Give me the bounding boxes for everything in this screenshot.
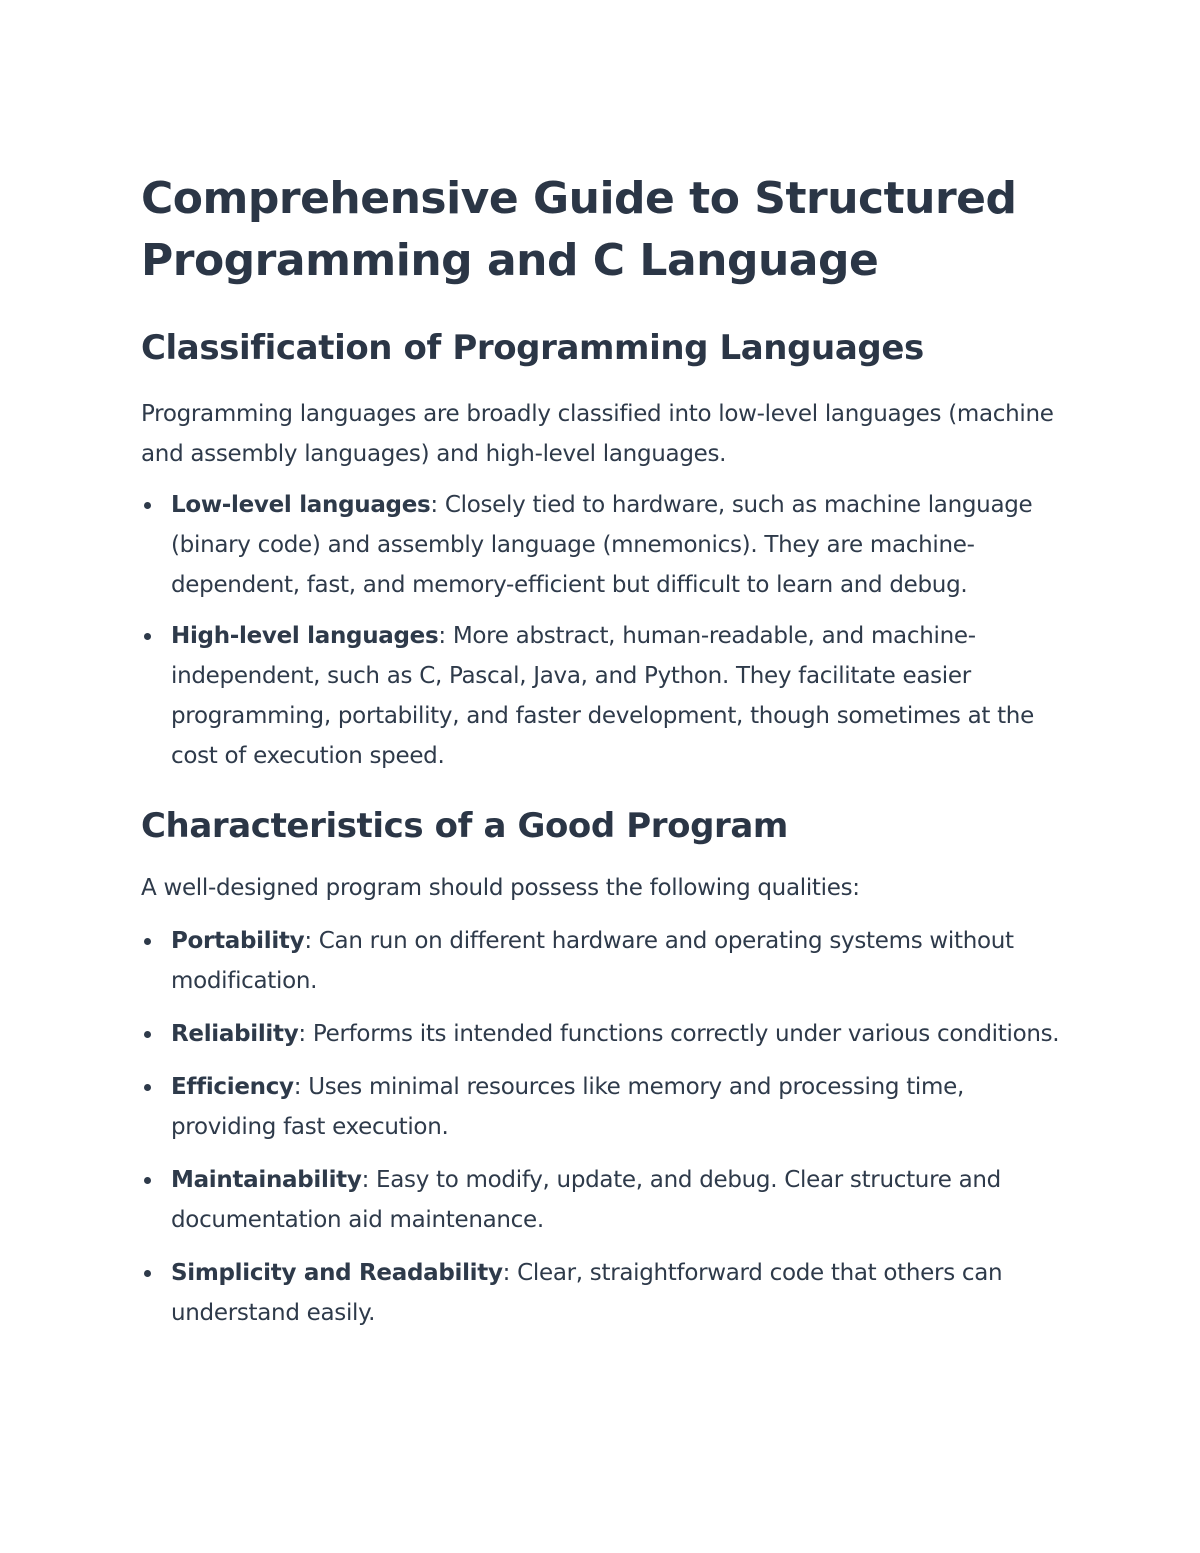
list-item (141, 1067, 1061, 1147)
list-item (141, 1253, 1061, 1333)
list-item-term: High-level languages (171, 623, 439, 649)
list-item-text: : Easy to modify, update, and debug. Clear structure and documentation aid maintenance. (171, 1167, 1001, 1233)
list-item (141, 921, 1061, 1001)
document-title: Comprehensive Guide to Structured Programming and C Language (141, 173, 1017, 286)
list-item (141, 485, 1061, 605)
list-item (141, 616, 1061, 776)
list-item-text: : Can run on different hardware and operating systems without modification. (171, 928, 1014, 994)
section-heading-characteristics: Characteristics of a Good Program (141, 806, 788, 846)
list-item-term: Portability (171, 928, 305, 954)
list-item-text: : Uses minimal resources like memory and processing time, providing fast execution. (171, 1074, 964, 1140)
list-item-term: Maintainability (171, 1167, 362, 1193)
section-heading-classification: Classification of Programming Languages (141, 328, 924, 368)
list-item-text: : Clear, straightforward code that others can understand easily. (171, 1260, 1003, 1326)
list-item (141, 1014, 1061, 1054)
list-item-text: : Performs its intended functions correctly under various conditions. (298, 1021, 1060, 1047)
list-item-term: Efficiency (171, 1074, 294, 1100)
characteristics-list (141, 921, 1061, 1333)
list-item-term: Simplicity and Readability (171, 1260, 503, 1286)
list-item-text: : More abstract, human-readable, and machine-independent, such as C, Pascal, Java, and Python. They facilitate easier programming, portability, and faster development, though sometimes at the cost of execution speed. (171, 623, 1034, 769)
list-item-term: Reliability (171, 1021, 299, 1047)
document-page (141, 168, 1061, 1346)
list-item-text: : Closely tied to hardware, such as machine language (binary code) and assembly language (mnemonics). They are machine-dependent, fast, and memory-efficient but difficult to learn and debug. (171, 492, 1033, 598)
section-intro-classification: Programming languages are broadly classified into low-level languages (machine and assembly languages) and high-level languages. (141, 401, 1054, 467)
section-intro-characteristics: A well-designed program should possess the following qualities: (141, 875, 860, 901)
list-item-term: Low-level languages (171, 492, 431, 518)
classification-list (141, 485, 1061, 776)
list-item (141, 1160, 1061, 1240)
